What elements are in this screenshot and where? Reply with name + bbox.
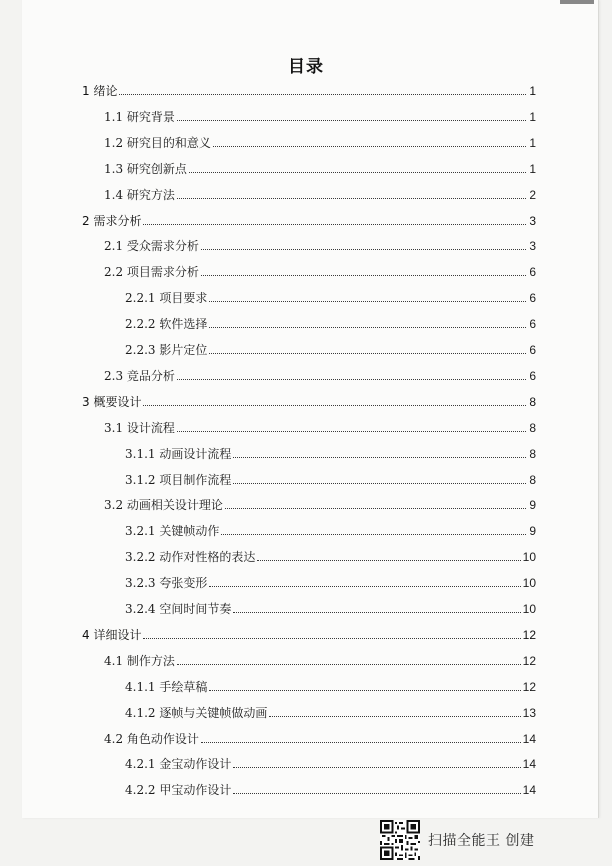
toc-entry-page-number: 1 <box>529 84 536 98</box>
toc-dot-leader <box>233 767 520 768</box>
toc-entry-page-number: 6 <box>529 368 536 383</box>
toc-entry-page-number: 12 <box>522 627 536 642</box>
toc-entry-page-number: 1 <box>529 161 536 176</box>
toc-dot-leader <box>209 690 520 691</box>
toc-dot-leader <box>177 431 526 432</box>
toc-entry <box>125 702 536 720</box>
watermark-text: 扫描全能王 创建 <box>428 833 535 849</box>
toc-entry-page-number: 6 <box>529 265 536 280</box>
toc-entry <box>104 365 536 383</box>
toc-entry-title: 3.1 设计流程 <box>104 420 175 435</box>
toc-entry-title: 1.2 研究目的和意义 <box>104 135 211 150</box>
toc-entry <box>125 676 536 694</box>
toc-entry-title: 3.1.2 项目制作流程 <box>125 472 232 487</box>
toc-entry <box>125 313 536 331</box>
toc-entry-title: 2 需求分析 <box>82 213 142 228</box>
toc-entry-page-number: 8 <box>529 394 536 409</box>
toc-entry <box>82 624 536 642</box>
toc-entry <box>104 261 536 279</box>
toc-entry-page-number: 12 <box>522 653 536 668</box>
toc-dot-leader <box>143 638 520 639</box>
toc-entry-title: 3.2.1 关键帧动作 <box>125 524 220 539</box>
toc-entry-title: 4.1 制作方法 <box>104 653 175 668</box>
toc-entry <box>104 728 536 746</box>
toc-entry-page-number: 6 <box>529 291 536 306</box>
toc-dot-leader <box>119 94 526 95</box>
toc-dot-leader <box>209 327 526 328</box>
toc-entry-page-number: 9 <box>529 524 536 539</box>
toc-entry <box>104 132 536 150</box>
toc-dot-leader <box>177 120 526 121</box>
toc-dot-leader <box>269 716 520 717</box>
toc-entry <box>125 572 536 590</box>
toc-entry-page-number: 10 <box>522 550 536 565</box>
toc-entry-page-number: 6 <box>529 317 536 332</box>
toc-entry-page-number: 2 <box>529 187 536 202</box>
toc-entry-page-number: 10 <box>522 602 536 616</box>
toc-entry-page-number: 9 <box>529 498 536 513</box>
toc-entry-title: 4.2.1 金宝动作设计 <box>125 757 232 772</box>
toc-entry-title: 3 概要设计 <box>82 394 142 409</box>
toc-entry-title: 1.3 研究创新点 <box>104 161 187 176</box>
toc-entry <box>125 287 536 305</box>
toc-entry-title: 3.1.1 动画设计流程 <box>125 446 232 461</box>
toc-entry <box>104 650 536 668</box>
toc-entry <box>125 443 536 461</box>
toc-entry <box>125 779 536 797</box>
toc-entry-page-number: 10 <box>522 576 536 591</box>
toc-entry-title: 1 绪论 <box>82 84 118 98</box>
toc-entry <box>82 210 536 228</box>
toc-dot-leader <box>225 508 526 509</box>
toc-entry-page-number: 8 <box>529 472 536 487</box>
toc-dot-leader <box>233 457 526 458</box>
toc-entry <box>82 391 536 409</box>
toc-dot-leader <box>201 249 526 250</box>
toc-entry-page-number: 14 <box>522 757 536 772</box>
toc-entry-title: 1.4 研究方法 <box>104 187 175 202</box>
toc-entry-page-number: 14 <box>522 731 536 746</box>
toc-entry-title: 3.2.4 空间时间节奏 <box>125 602 232 616</box>
toc-entry <box>104 158 536 176</box>
toc-dot-leader <box>233 793 520 794</box>
toc-entry-title: 2.2 项目需求分析 <box>104 265 199 280</box>
toc-entry <box>82 80 536 98</box>
toc-entry <box>125 339 536 357</box>
toc-dot-leader <box>257 560 520 561</box>
toc-entry-page-number: 14 <box>522 783 536 798</box>
toc-entry-page-number: 6 <box>529 343 536 357</box>
toc-entry-page-number: 3 <box>529 239 536 254</box>
toc-entry <box>104 184 536 202</box>
toc-entry-title: 1.1 研究背景 <box>104 109 175 124</box>
toc-entry-page-number: 12 <box>522 679 536 694</box>
toc-dot-leader <box>233 483 526 484</box>
page-title: 目录 <box>288 57 324 77</box>
toc-entry-title: 2.3 竞品分析 <box>104 368 175 383</box>
toc-entry <box>104 106 536 124</box>
toc-entry <box>125 598 536 616</box>
toc-entry-title: 2.2.1 项目要求 <box>125 291 208 306</box>
toc-dot-leader <box>177 664 521 665</box>
toc-entry-page-number: 8 <box>529 420 536 435</box>
toc-entry-title: 3.2.3 夸张变形 <box>125 576 208 591</box>
toc-entry-title: 2.2.3 影片定位 <box>125 343 208 357</box>
toc-dot-leader <box>201 275 526 276</box>
toc-entry <box>104 235 536 253</box>
toc-entry-page-number: 3 <box>529 213 536 228</box>
toc-dot-leader <box>209 301 526 302</box>
toc-entry-page-number: 1 <box>529 109 536 124</box>
toc-entry-title: 4.2 角色动作设计 <box>104 731 199 746</box>
toc-dot-leader <box>213 146 526 147</box>
toc-entry-title: 3.2 动画相关设计理论 <box>104 498 223 513</box>
scan-edge-mark <box>560 0 594 4</box>
toc-dot-leader <box>221 534 526 535</box>
toc-entry-title: 4.2.2 甲宝动作设计 <box>125 783 232 798</box>
toc-dot-leader <box>177 198 526 199</box>
toc-entry <box>104 417 536 435</box>
toc-entry-page-number: 8 <box>529 446 536 461</box>
toc-entry-page-number: 13 <box>522 705 536 720</box>
toc-dot-leader <box>201 742 521 743</box>
toc-dot-leader <box>189 172 526 173</box>
scanner-watermark <box>380 820 534 860</box>
toc-entry-title: 2.1 受众需求分析 <box>104 239 199 254</box>
toc-dot-leader <box>209 586 520 587</box>
toc-entry-page-number: 1 <box>529 135 536 150</box>
toc-dot-leader <box>143 224 526 225</box>
toc-entry-title: 4.1.2 逐帧与关键帧做动画 <box>125 705 268 720</box>
toc-entry <box>125 753 536 771</box>
toc-entry-title: 4 详细设计 <box>82 627 142 642</box>
toc-dot-leader <box>209 353 526 354</box>
toc-entry <box>125 520 536 538</box>
toc-dot-leader <box>143 405 526 406</box>
toc-entry-title: 3.2.2 动作对性格的表达 <box>125 550 256 565</box>
toc-dot-leader <box>177 379 526 380</box>
toc-entry <box>104 494 536 512</box>
toc-entry <box>125 546 536 564</box>
qr-code-icon <box>380 820 420 860</box>
toc-entry-title: 2.2.2 软件选择 <box>125 317 208 332</box>
toc-dot-leader <box>233 612 520 613</box>
toc-entry <box>125 469 536 487</box>
toc-entry-title: 4.1.1 手绘草稿 <box>125 679 208 694</box>
